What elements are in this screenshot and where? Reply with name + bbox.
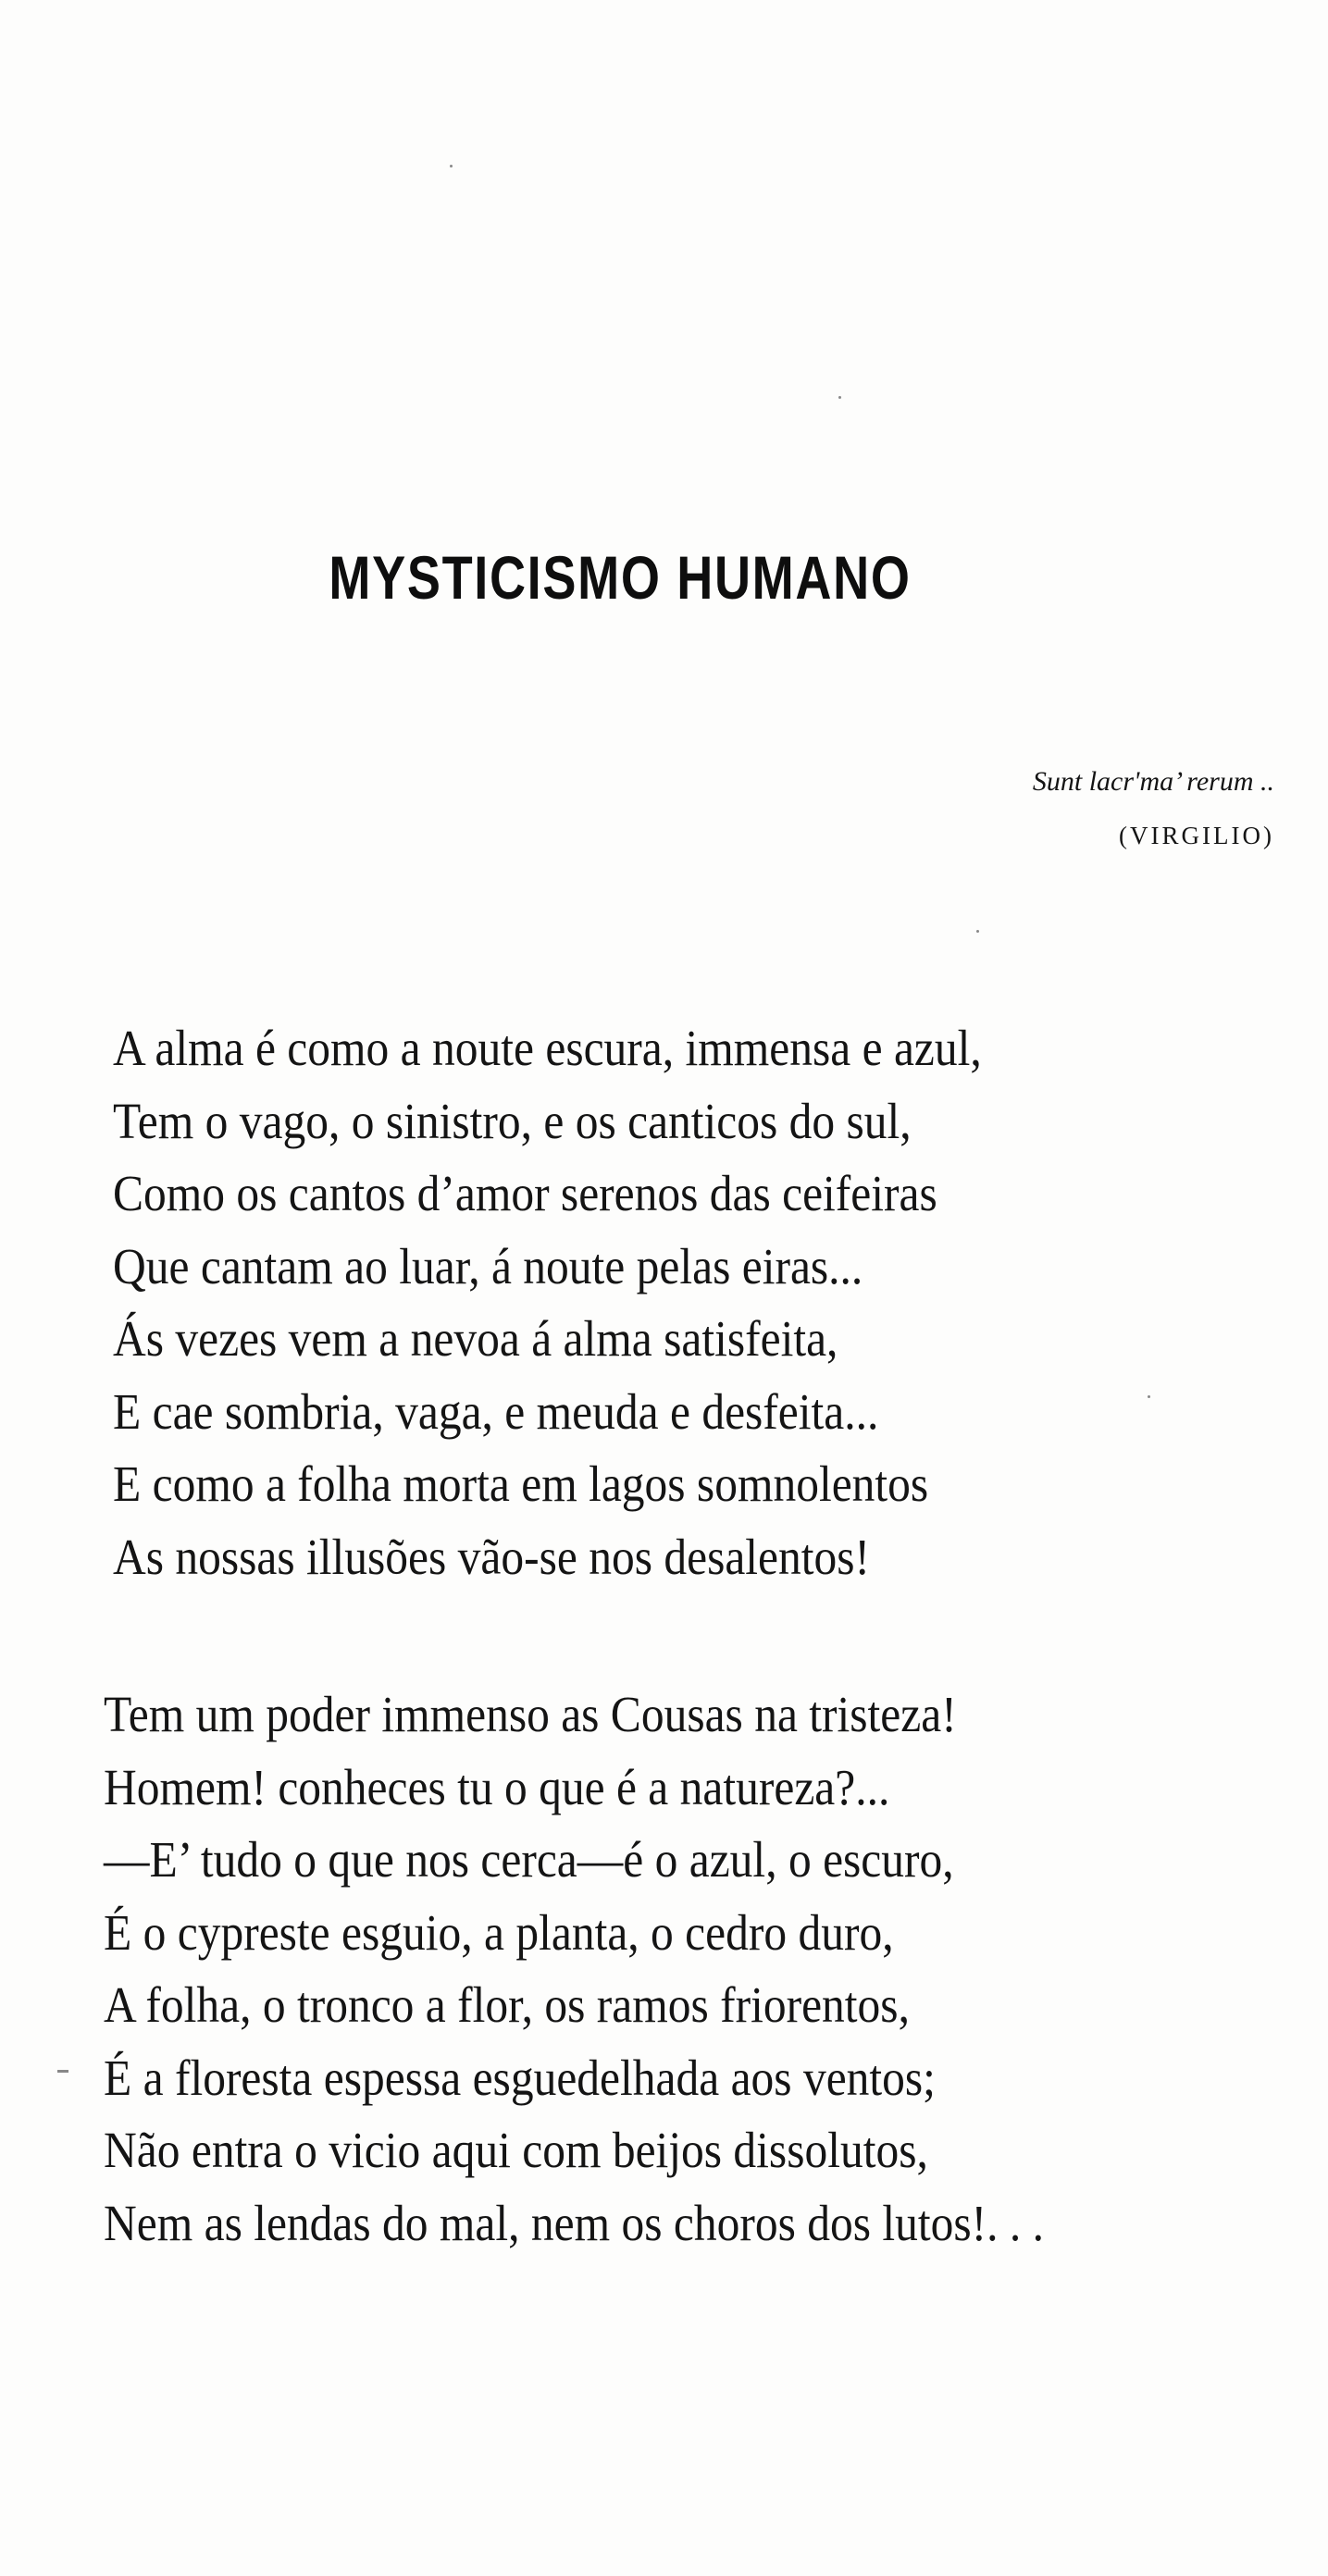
stanza-2 xyxy=(104,1678,1270,2260)
epigraph-author: (VIRGILIO) xyxy=(1119,822,1274,849)
verse-line: Como os cantos d’amor serenos das ceifeiras xyxy=(113,1165,937,1221)
epigraph-quote: Sunt lacr'ma’ rerum .. xyxy=(1032,766,1274,797)
verse-line: Que cantam ao luar, á noute pelas eiras... xyxy=(113,1237,863,1294)
verse-line: As nossas illusões vão-se nos desalentos! xyxy=(113,1528,871,1585)
verse-line: —E’ tudo o que nos cerca—é o azul, o escuro, xyxy=(104,1831,954,1888)
verse-line: É a floresta espessa esguedelhada aos ventos; xyxy=(104,2049,936,2106)
verse-line: Homem! conheces tu o que é a natureza?... xyxy=(104,1758,890,1815)
verse-line: É o cypreste esguio, a planta, o cedro duro, xyxy=(104,1903,894,1961)
verse-line: Nem as lendas do mal, nem os choros dos lutos!. . . xyxy=(104,2194,1044,2251)
verse-line: Tem um poder immenso as Cousas na tristeza! xyxy=(104,1686,957,1742)
verse-line: E como a folha morta em lagos somnolentos xyxy=(113,1455,929,1512)
verse-line: E cae sombria, vaga, e meuda e desfeita... xyxy=(113,1382,879,1440)
poem-title: MYSTICISMO HUMANO xyxy=(329,543,912,612)
verse-line: Não entra o vicio aqui com beijos dissolutos, xyxy=(104,2122,928,2178)
verse-line: A folha, o tronco a flor, os ramos friorentos, xyxy=(104,1976,910,2033)
verse-line: Tem o vago, o sinistro, e os canticos do sul, xyxy=(113,1092,912,1149)
stanza-1 xyxy=(113,1012,1279,1593)
epigraph xyxy=(1033,759,1274,866)
verse-line: A alma é como a noute escura, immensa e azul, xyxy=(113,1020,982,1076)
verse-line: Ás vezes vem a nevoa á alma satisfeita, xyxy=(113,1310,838,1367)
